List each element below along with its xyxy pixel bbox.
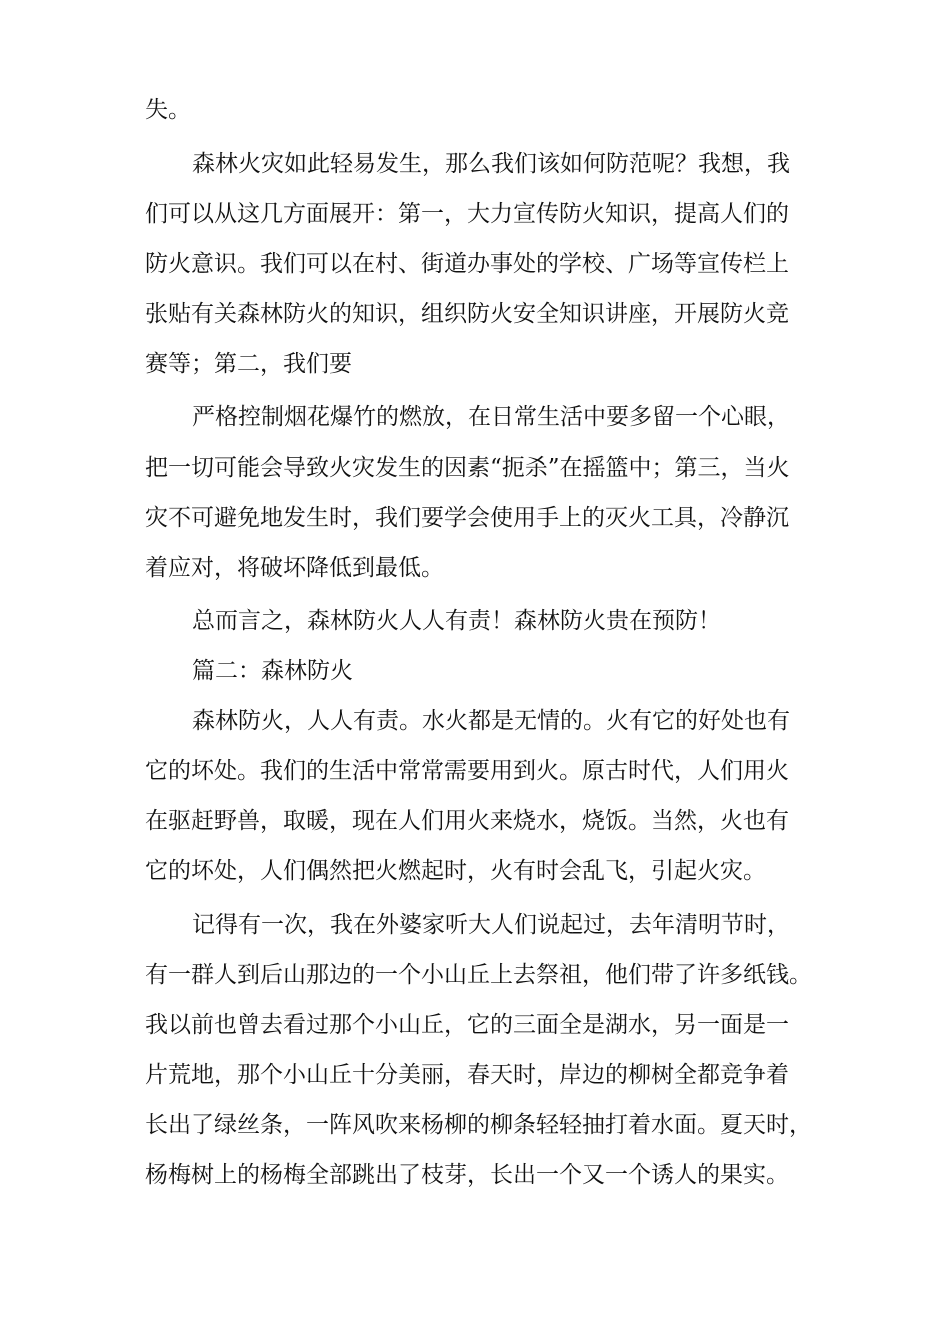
text-line: 总而言之，森林防火人人有责！森林防火贵在预防！ [192,608,721,634]
text-line: 着应对，将破坏降低到最低。 [145,555,444,581]
text-line: 灾不可避免地发生时，我们要学会使用手上的灭火工具，冷静沉 [145,505,789,531]
text-line: 杨梅树上的杨梅全部跳出了枝芽，长出一个又一个诱人的果实。 [145,1162,789,1188]
text-line: 森林防火，人人有责。水火都是无情的。火有它的好处也有 [192,708,790,734]
text-line: 长出了绿丝条，一阵风吹来杨柳的柳条轻轻抽打着水面。夏天时， [145,1112,812,1138]
text-line: 防火意识。我们可以在村、街道办事处的学校、广场等宣传栏上 [145,251,789,277]
text-line: 有一群人到后山那边的一个小山丘上去祭祖，他们带了许多纸钱。 [145,962,812,988]
section-heading: 篇二：森林防火 [192,658,353,684]
text-line: 它的坏处，人们偶然把火燃起时，火有时会乱飞，引起火灾。 [145,858,766,884]
text-line: 在驱赶野兽，取暖，现在人们用火来烧水，烧饭。当然，火也有 [145,808,789,834]
text-line: 严格控制烟花爆竹的燃放，在日常生活中要多留一个心眼， [192,404,790,430]
text-line: 森林火灾如此轻易发生，那么我们该如何防范呢？我想，我 [192,151,790,177]
text-line: 张贴有关森林防火的知识，组织防火安全知识讲座，开展防火竞 [145,301,789,327]
text-line: 记得有一次，我在外婆家听大人们说起过，去年清明节时， [192,912,790,938]
text-line: 把一切可能会导致火灾发生的因素“扼杀”在摇篮中；第三，当火 [145,455,790,481]
text-line: 们可以从这几方面展开：第一，大力宣传防火知识，提高人们的 [145,201,789,227]
text-line: 失。 [145,97,191,123]
text-line: 它的坏处。我们的生活中常常需要用到火。原古时代，人们用火 [145,758,789,784]
text-line: 我以前也曾去看过那个小山丘，它的三面全是湖水，另一面是一 [145,1012,789,1038]
text-line: 赛等；第二，我们要 [145,351,352,377]
text-line: 片荒地，那个小山丘十分美丽，春天时，岸边的柳树全都竞争着 [145,1062,789,1088]
